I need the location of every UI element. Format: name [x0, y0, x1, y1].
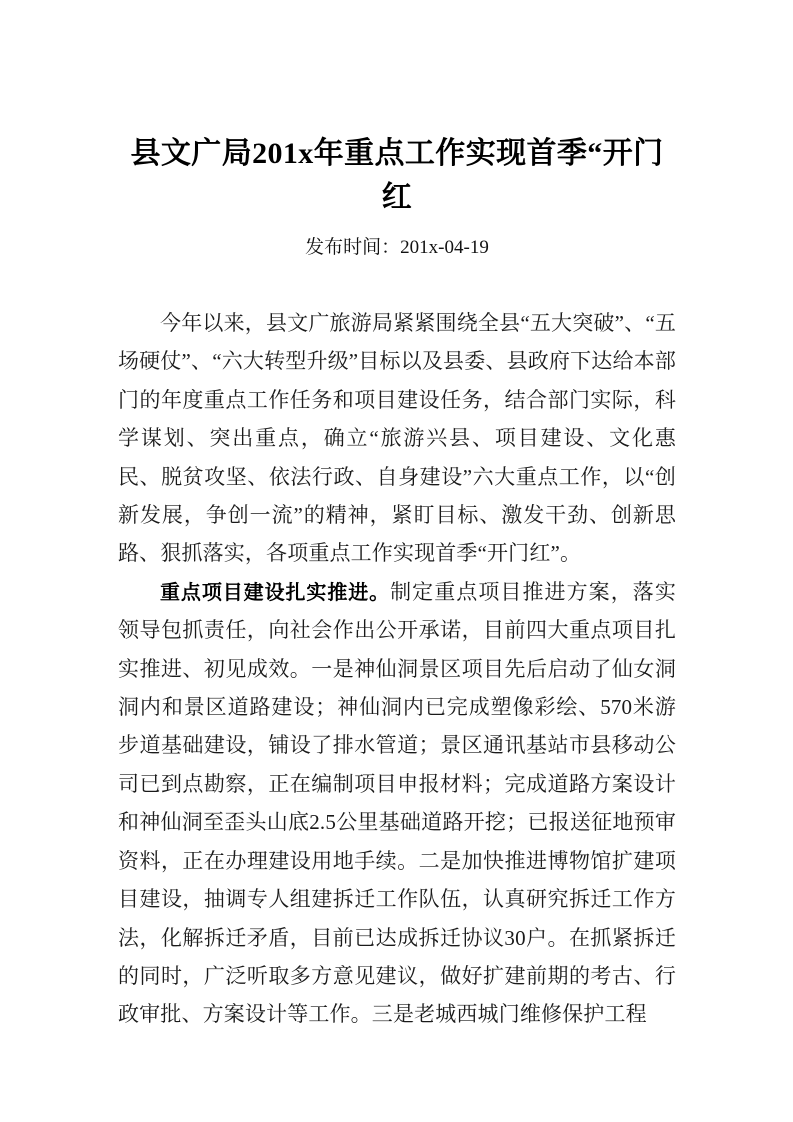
page-title-line-2: 红 — [381, 181, 413, 214]
page-title — [118, 0, 676, 220]
paragraph-2-text: 制定重点项目推进方案，落实领导包抓责任，向社会作出公开承诺，目前四大重点项目扎实推进、初见成效。一是神仙洞景区项目先后启动了仙女洞洞内和景区道路建设；神仙洞内已完成塑像彩绘、570米游步道基础建设，铺设了排水管道；景区通讯基站市县移动公司已到点勘察，正在编制项目申报材料；完成道路方案设计和神仙洞至歪头山底2.5公里基础道路开挖；已报送征地预审资料，正在办理建设用地手续。二是加快推进博物馆扩建项目建设，抽调专人组建拆迁工作队伍，认真研究拆迁工作方法，化解拆迁矛盾，目前已达成拆迁协议30户。在抓紧拆迁的同时，广泛听取多方意见建议，做好扩建前期的考古、行政审批、方案设计等工作。三是老城西城门维修保护工程 — [118, 579, 677, 1027]
paragraph-1 — [118, 304, 676, 573]
paragraph-2 — [118, 573, 676, 1034]
page-title-line-1: 县文广局201x年重点工作实现首季“开门 — [130, 137, 664, 170]
document-body — [118, 262, 676, 1034]
paragraph-1-text: 今年以来，县文广旅游局紧紧围绕全县“五大突破”、“五场硬仗”、“六大转型升级”目标以及县委、县政府下达给本部门的年度重点工作任务和项目建设任务，结合部门实际，科学谋划、突出重点，确立“旅游兴县、项目建设、文化惠民、脱贫攻坚、依法行政、自身建设”六大重点工作，以“创新发展，争创一流”的精神，紧盯目标、激发干劲、创新思路、狠抓落实，各项重点工作实现首季“开门红”。 — [118, 311, 676, 566]
document-content-column — [118, 0, 676, 1034]
paragraph-2-bold-lead: 重点项目建设扎实推进。 — [160, 579, 391, 604]
publish-time: 发布时间：201x-04-19 — [305, 237, 489, 258]
